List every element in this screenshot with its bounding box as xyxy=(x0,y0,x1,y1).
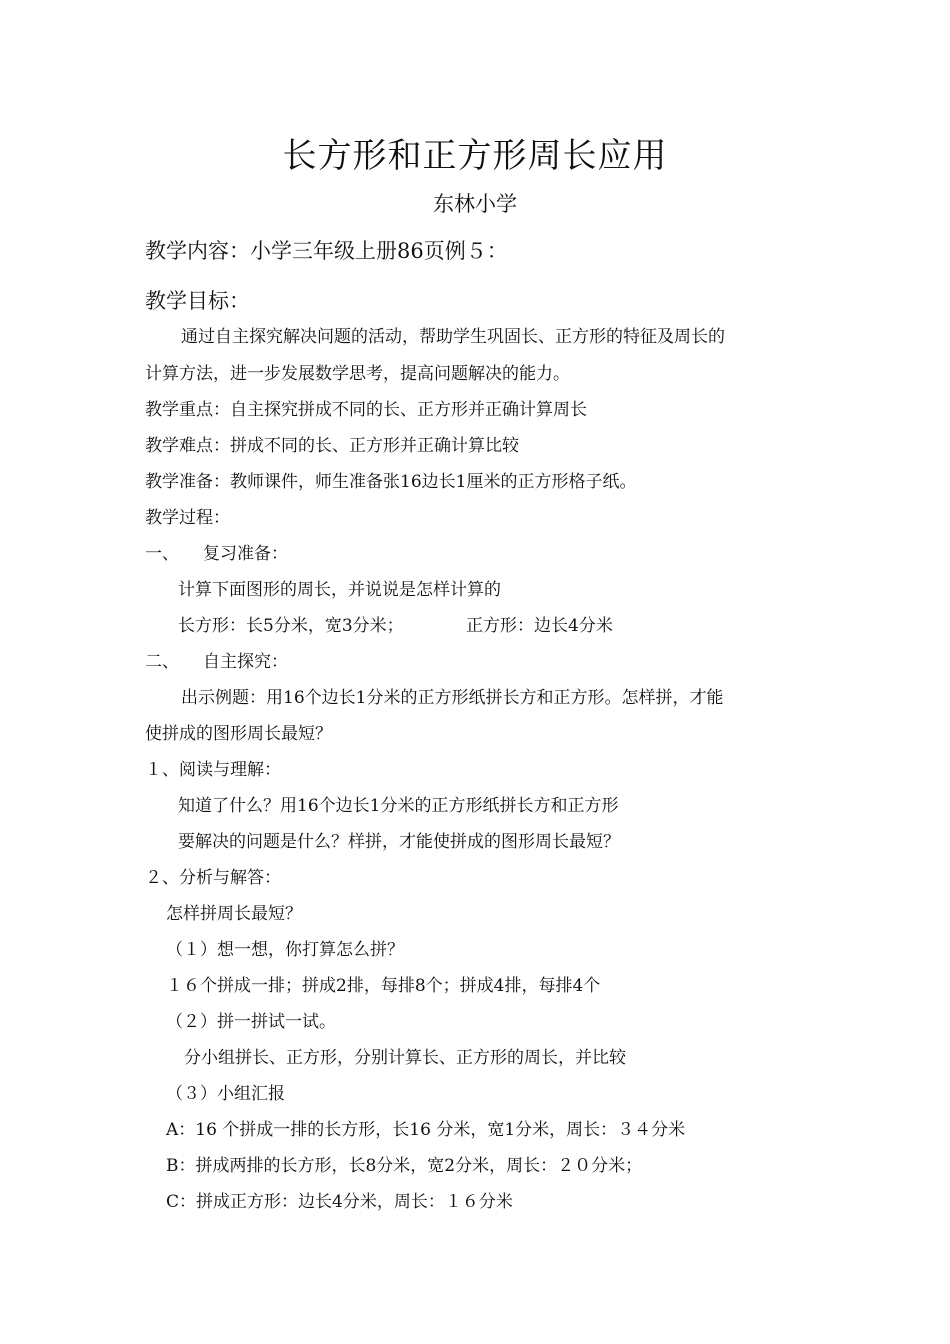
goal-line-2: 计算方法，进一步发展数学思考，提高问题解决的能力。 xyxy=(145,364,570,384)
step-2-detail: 分小组拼长、正方形，分别计算长、正方形的周长，并比较 xyxy=(184,1048,626,1068)
section-2-heading xyxy=(145,650,288,674)
result-a: A：16 个拼成一排的长方形，长16 分米，宽1分米，周长：３４分米 xyxy=(166,1120,686,1140)
part-2-heading: ２、分析与解答： xyxy=(145,868,281,888)
part-1-heading: １、阅读与理解： xyxy=(145,760,281,780)
result-c: C：拼成正方形：边长4分米，周长：１６分米 xyxy=(166,1192,513,1212)
section-1-rectangle: 长方形：长5分米，宽3分米； xyxy=(178,616,404,636)
key-point: 教学重点：自主探究拼成不同的长、正方形并正确计算周长 xyxy=(145,400,587,420)
doc-title: 长方形和正方形周长应用 xyxy=(282,136,668,176)
teaching-content: 教学内容：小学三年级上册86页例５： xyxy=(145,239,508,263)
step-1-answer: １６个拼成一排；拼成2排，每排8个；拼成4排，每排4个 xyxy=(166,976,601,996)
part-2-question: 怎样拼周长最短？ xyxy=(166,904,302,924)
process-heading: 教学过程： xyxy=(145,508,230,528)
section-1-square: 正方形：边长4分米 xyxy=(466,616,613,636)
goal-line-1: 通过自主探究解决问题的活动，帮助学生巩固长、正方形的特征及周长的 xyxy=(181,327,725,347)
section-1-title: 复习准备： xyxy=(203,544,288,564)
step-3: （３）小组汇报 xyxy=(166,1084,285,1104)
step-1: （１）想一想，你打算怎么拼？ xyxy=(166,940,404,960)
section-1-heading xyxy=(145,542,288,566)
section-1-number: 一、 xyxy=(145,544,179,564)
preparation: 教学准备：教师课件，师生准备张16边长1厘米的正方形格子纸。 xyxy=(145,472,637,492)
section-1-line-1: 计算下面图形的周长，并说说是怎样计算的 xyxy=(178,580,501,600)
teaching-goal-heading: 教学目标： xyxy=(145,289,250,313)
example-line-2: 使拼成的图形周长最短？ xyxy=(145,724,332,744)
section-2-number: 二、 xyxy=(145,652,179,672)
school-name: 东林小学 xyxy=(433,192,517,216)
difficulty: 教学难点：拼成不同的长、正方形并正确计算比较 xyxy=(145,436,519,456)
part-1-known: 知道了什么？用16个边长1分米的正方形纸拼长方和正方形 xyxy=(178,796,619,816)
step-2: （２）拼一拼试一试。 xyxy=(166,1012,336,1032)
example-line-1: 出示例题：用16个边长1分米的正方形纸拼长方和正方形。怎样拼，才能 xyxy=(181,688,724,708)
result-b: B：拼成两排的长方形，长8分米，宽2分米，周长：２０分米； xyxy=(166,1156,643,1176)
part-1-question: 要解决的问题是什么？样拼，才能使拼成的图形周长最短？ xyxy=(178,832,620,852)
section-2-title: 自主探究： xyxy=(203,652,288,672)
